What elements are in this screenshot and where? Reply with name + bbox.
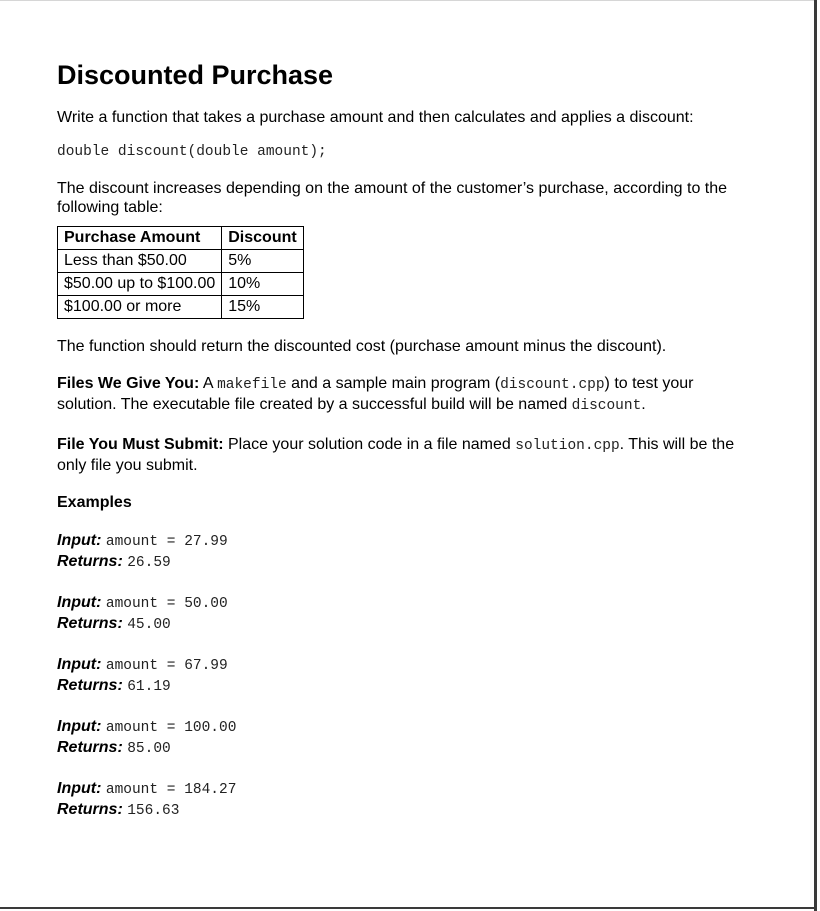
input-label: Input:: [57, 532, 102, 549]
solution-file-name: solution.cpp: [515, 438, 620, 454]
file-submit-paragraph: [57, 435, 757, 475]
example-block: [57, 717, 757, 759]
example-input-line: [57, 531, 757, 552]
table-cell-discount: 15%: [222, 296, 303, 319]
files-given-text: .: [641, 396, 646, 413]
file-submit-text: Place your solution code in a file named: [223, 436, 516, 453]
return-note-paragraph: The function should return the discounted cost (purchase amount minus the discount).: [57, 338, 667, 355]
files-given-text: A: [199, 375, 218, 392]
input-value: amount = 184.27: [105, 782, 237, 798]
example-block: [57, 531, 757, 573]
example-returns-line: [57, 676, 757, 697]
input-label: Input:: [57, 718, 102, 735]
table-header-purchase-amount: Purchase Amount: [58, 227, 222, 250]
returns-value: 156.63: [127, 803, 180, 819]
table-row: [58, 250, 304, 273]
page-edge-right: [814, 0, 817, 911]
example-returns-line: [57, 614, 757, 635]
table-cell-discount: 10%: [222, 273, 303, 296]
intro-paragraph: Write a function that takes a purchase amount and then calculates and applies a discount:: [57, 109, 694, 126]
examples-heading: Examples: [57, 494, 132, 511]
example-input-line: [57, 655, 757, 676]
input-value: amount = 50.00: [105, 596, 228, 612]
example-block: [57, 779, 757, 821]
table-cell-amount: $50.00 up to $100.00: [58, 273, 222, 296]
input-label: Input:: [57, 656, 102, 673]
makefile-name: makefile: [217, 377, 287, 393]
files-given-paragraph: [57, 374, 757, 416]
input-label: Input:: [57, 594, 102, 611]
files-given-label: Files We Give You:: [57, 375, 200, 392]
file-submit-label: File You Must Submit:: [57, 436, 224, 453]
table-cell-discount: 5%: [222, 250, 303, 273]
input-value: amount = 27.99: [105, 534, 228, 550]
returns-value: 26.59: [127, 555, 171, 571]
page-edge-bottom: [0, 907, 817, 909]
table-header-row: [58, 227, 304, 250]
example-input-line: [57, 717, 757, 738]
example-input-line: [57, 779, 757, 800]
input-value: amount = 100.00: [105, 720, 237, 736]
example-block: [57, 655, 757, 697]
table-row: [58, 296, 304, 319]
table-row: [58, 273, 304, 296]
table-intro-paragraph: The discount increases depending on the amount of the customer’s purchase, according to the following table:: [57, 180, 728, 216]
returns-value: 45.00: [127, 617, 171, 633]
returns-label: Returns:: [57, 739, 123, 756]
returns-label: Returns:: [57, 801, 123, 818]
returns-label: Returns:: [57, 677, 123, 694]
input-label: Input:: [57, 780, 102, 797]
table-header-discount: Discount: [222, 227, 303, 250]
page-title: Discounted Purchase: [57, 60, 334, 90]
returns-value: 61.19: [127, 679, 171, 695]
example-returns-line: [57, 738, 757, 759]
input-value: amount = 67.99: [105, 658, 228, 674]
table-cell-amount: Less than $50.00: [58, 250, 222, 273]
discount-table: [57, 226, 304, 319]
example-input-line: [57, 593, 757, 614]
files-given-text: and a sample main program (: [286, 375, 501, 392]
example-returns-line: [57, 800, 757, 821]
file-submit-text: . This will be the only file you submit.: [57, 436, 735, 474]
function-signature: double discount(double amount);: [57, 144, 327, 160]
example-block: [57, 593, 757, 635]
main-program-file-name: discount.cpp: [500, 377, 605, 393]
document-content: [57, 57, 757, 821]
example-returns-line: [57, 552, 757, 573]
executable-name: discount: [571, 398, 642, 414]
returns-label: Returns:: [57, 615, 123, 632]
table-cell-amount: $100.00 or more: [58, 296, 222, 319]
returns-label: Returns:: [57, 553, 123, 570]
files-given-text: ) to test your solution. The executable file created by a successful build will be named: [57, 375, 694, 413]
returns-value: 85.00: [127, 741, 171, 757]
